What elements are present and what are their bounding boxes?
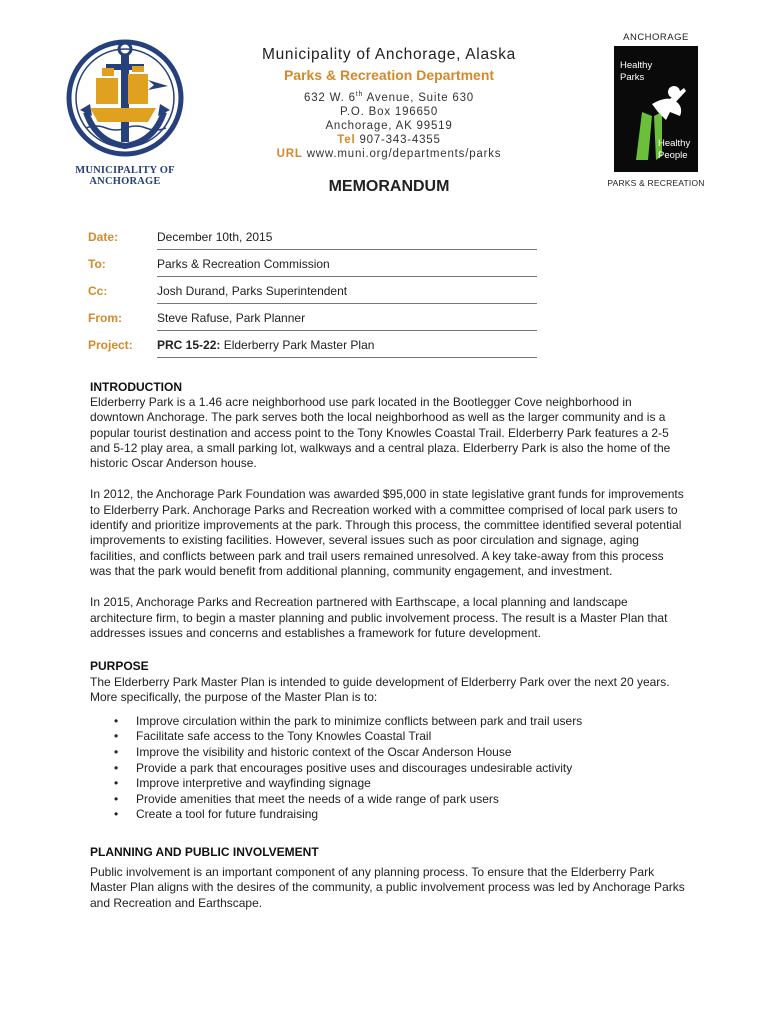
phone-line [250, 133, 528, 147]
po-box: P.O. Box 196650 [339, 105, 439, 118]
list-item: • Provide amenities that meet the needs of a wide range of park users [114, 791, 499, 806]
street-number: 632 W. 6 [304, 91, 356, 104]
tel-label: Tel [337, 133, 356, 146]
list-item-text: Facilitate safe access to the Tony Knowles Coastal Trail [136, 729, 432, 744]
cc-value: Josh Durand, Parks Superintendent [157, 284, 537, 304]
list-item: • Improve the visibility and historic context of the Oscar Anderson House [114, 744, 512, 759]
list-item-text: Improve interpretive and wayfinding signage [136, 776, 371, 791]
purpose-list [90, 714, 686, 823]
section-heading-purpose: PURPOSE [90, 659, 149, 674]
url-line [250, 147, 528, 161]
project-code: PRC 15-22: [157, 338, 221, 352]
project-label: Project: [88, 338, 133, 352]
logo-black-panel [614, 46, 698, 172]
section-heading-planning: PLANNING AND PUBLIC INVOLVEMENT [90, 844, 319, 859]
logo-bottom-text: PARKS & RECREATION [607, 178, 705, 188]
seal-caption [66, 165, 184, 187]
list-item-text: Improve the visibility and historic context of the Oscar Anderson House [136, 744, 512, 759]
seal-caption-line1: MUNICIPALITY OF [75, 165, 175, 176]
list-item: • Create a tool for future fundraising [114, 807, 319, 822]
memo-body [90, 380, 686, 911]
department-name: Parks & Recreation Department [283, 67, 495, 83]
date-label: Date: [88, 230, 119, 244]
to-value: Parks & Recreation Commission [157, 257, 537, 277]
street-ordinal: th [355, 91, 364, 98]
logo-top-text: ANCHORAGE [623, 32, 689, 43]
memo-title: MEMORANDUM [328, 178, 450, 195]
intro-paragraph-1: Elderberry Park is a 1.46 acre neighborhood use park located in the Bootlegger Cove neighborhood in downtown Anchorage. The park serves both the local neighborhood as well as the larger community and is a popular tourist destination and access point to the Tony Knowles Coastal Trail. Elderberry Park features a 2-5 and 5-12 play area, a small parking lot, walkways and a central plaza. Elderberry Park is also the home of the historic Oscar Anderson house. [90, 395, 671, 471]
healthy-parks-logo [607, 32, 705, 190]
street-rest: Avenue, Suite 630 [363, 91, 474, 104]
from-label: From: [88, 311, 122, 325]
logo-healthy-parks-2: Parks [620, 72, 645, 83]
logo-healthy-parks-1: Healthy [620, 60, 653, 71]
date-value: December 10th, 2015 [157, 230, 537, 250]
list-item-text: Provide amenities that meet the needs of a wide range of park users [136, 791, 499, 806]
logo-healthy-people-2: People [658, 150, 688, 161]
cc-label: Cc: [88, 284, 108, 298]
list-item: • Facilitate safe access to the Tony Knowles Coastal Trail [114, 729, 432, 744]
list-item-text: Create a tool for future fundraising [136, 807, 319, 822]
section-heading-introduction: INTRODUCTION [90, 380, 182, 394]
municipality-seal [66, 38, 184, 158]
to-label: To: [88, 257, 106, 271]
seal-caption-line2: ANCHORAGE [89, 176, 161, 187]
list-item: • Improve interpretive and wayfinding signage [114, 776, 371, 791]
list-item: • Improve circulation within the park to minimize conflicts between park and trail users [114, 713, 583, 728]
list-item-text: Provide a park that encourages positive uses and discourages undesirable activity [136, 760, 573, 775]
project-name: Elderberry Park Master Plan [220, 338, 375, 352]
letterhead [250, 46, 528, 161]
intro-paragraph-3: In 2015, Anchorage Parks and Recreation partnered with Earthscape, a local planning and landscape architecture firm, to begin a master planning and public involvement process. The result is a Master Plan that addresses issues and concerns and establishes a framework for future development. [90, 595, 668, 640]
project-value [157, 338, 537, 358]
organization-name: Municipality of Anchorage, Alaska [261, 46, 516, 63]
planning-paragraph: Public involvement is an important component of any planning process. To ensure that the Elderberry Park Master Plan aligns with the desires of the community, a public involvement process was led by Anchorage Parks and Recreation and Earthscape. [90, 864, 685, 910]
list-item-text: Improve circulation within the park to minimize conflicts between park and trail users [136, 713, 583, 728]
intro-paragraph-2: In 2012, the Anchorage Park Foundation was awarded $95,000 in state legislative grant funds for improvements to Elderberry Park. Anchorage Parks and Recreation worked with a committee comprised of local park users to identify and prioritize improvements at the park. Through this process, the committee identified several potential improvements to existing facilities. However, several issues such as poor circulation and signage, aging facilities, and conflicts between park and trail users remained unresolved. A key take-away from this process was that the park would benefit from additional planning, community engagement, and investment. [90, 487, 684, 578]
purpose-paragraph: The Elderberry Park Master Plan is intended to guide development of Elderberry Park over the next 20 years. More specifically, the purpose of the Master Plan is to: [90, 675, 670, 705]
city-line: Anchorage, AK 99519 [325, 119, 453, 132]
logo-healthy-people-1: Healthy [658, 138, 691, 149]
street-address [250, 88, 528, 105]
url-link[interactable]: www.muni.org/departments/parks [306, 147, 502, 160]
url-label: URL [276, 147, 303, 160]
tel-number: 907-343-4355 [359, 133, 441, 146]
list-item: • Provide a park that encourages positive uses and discourages undesirable activity [114, 760, 573, 775]
from-value: Steve Rafuse, Park Planner [157, 311, 537, 331]
